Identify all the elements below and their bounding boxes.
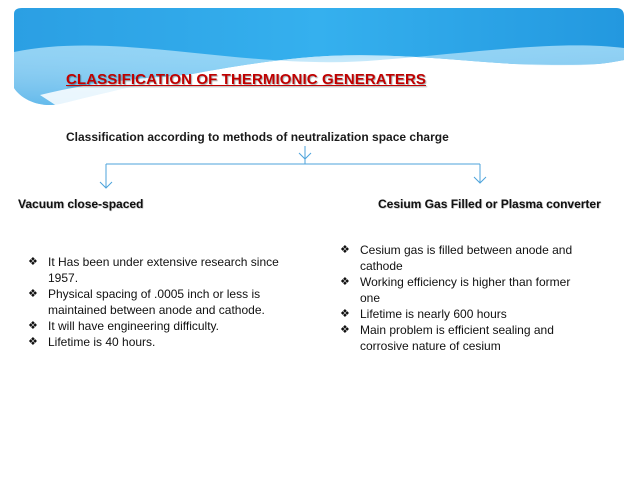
right-bullet-list <box>340 242 590 354</box>
diamond-bullet-icon: ❖ <box>340 308 350 320</box>
classification-connectors <box>0 0 638 200</box>
list-item: ❖ Physical spacing of .0005 inch or less is maintained between anode and cathode. <box>28 287 265 317</box>
left-column-heading: Vacuum close-spaced <box>18 197 144 211</box>
diamond-bullet-icon: ❖ <box>28 336 38 348</box>
list-item: ❖ It Has been under extensive research since 1957. <box>28 255 279 285</box>
diamond-bullet-icon: ❖ <box>28 288 38 300</box>
diamond-bullet-icon: ❖ <box>340 244 350 256</box>
list-item: ❖ Main problem is efficient sealing and corrosive nature of cesium <box>340 323 554 353</box>
diamond-bullet-icon: ❖ <box>28 320 38 332</box>
diamond-bullet-icon: ❖ <box>340 324 350 336</box>
diamond-bullet-icon: ❖ <box>28 256 38 268</box>
slide-title: CLASSIFICATION OF THERMIONIC GENERATERS <box>66 71 427 88</box>
list-item: ❖ Lifetime is nearly 600 hours <box>340 307 507 321</box>
left-bullet-list <box>28 254 290 350</box>
list-item: ❖ Working efficiency is higher than former one <box>340 275 571 305</box>
list-item: ❖ It will have engineering difficulty. <box>28 319 219 333</box>
slide-subtitle: Classification according to methods of neutralization space charge <box>66 130 449 144</box>
list-item: ❖ Lifetime is 40 hours. <box>28 335 156 349</box>
diamond-bullet-icon: ❖ <box>340 276 350 288</box>
right-column-heading: Cesium Gas Filled or Plasma converter <box>378 197 601 211</box>
list-item: ❖ Cesium gas is filled between anode and cathode <box>340 243 573 273</box>
